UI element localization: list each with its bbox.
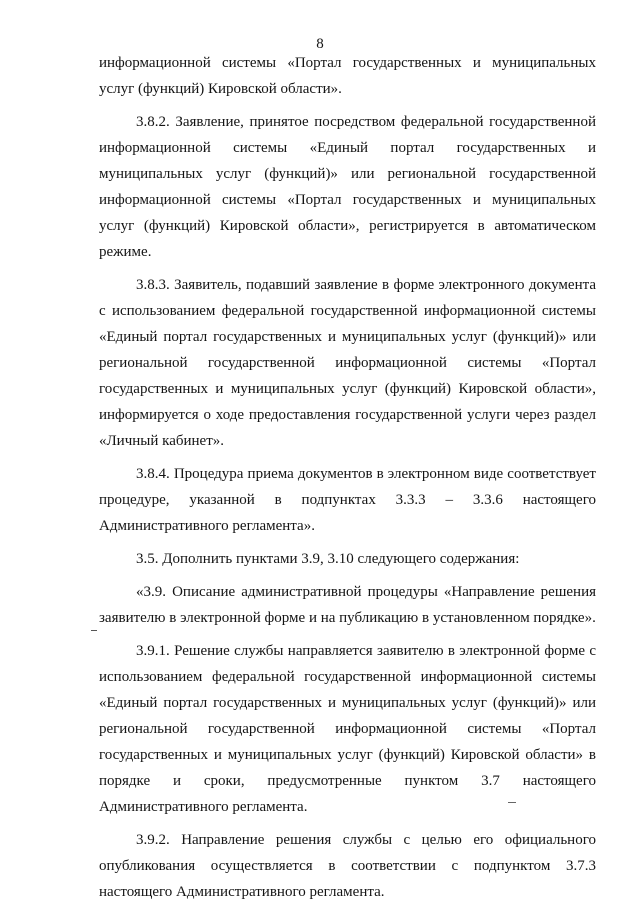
margin-tick-mark <box>91 630 97 631</box>
paragraph-3-9-2: 3.9.2. Направление решения службы с целью его официального опубликования осуществляется в соответствии с подпунктом 3.7.3 настоящего Административного регламента. <box>99 832 596 900</box>
paragraph-3-5: 3.5. Дополнить пунктами 3.9, 3.10 следующего содержания: <box>136 551 520 567</box>
paragraph-3-9-1: 3.9.1. Решение службы направляется заявителю в электронной форме с использованием федеральной государственной информационной системы «Единый портал государственных и муниципальных услуг (функций)» или региональной государственной информационной системы «Портал государственных и муниципальных услуг (функций) Кировской области» в порядке и сроки, предусмотренные пунктом 3.7 настоящего Административного регламента. <box>99 643 596 815</box>
paragraph-3-9: «3.9. Описание административной процедуры «Направление решения заявителю в электронной форме и на публикацию в установленном порядке». <box>99 584 596 626</box>
paragraph-3-8-3: 3.8.3. Заявитель, подавший заявление в форме электронного документа с использованием федеральной государственной информационной системы «Единый портал государственных и муниципальных услуг (функций)» или региональной государственной информационной системы «Портал государственных и муниципальных услуг (функций) Кировской области», информируется о ходе предоставления государственной услуги через раздел «Личный кабинет». <box>99 277 596 449</box>
scan-dash-mark <box>508 802 516 803</box>
document-body <box>99 50 596 912</box>
page-number: 8 <box>316 36 324 52</box>
paragraph-3-8-4: 3.8.4. Процедура приема документов в электронном виде соответствует процедуре, указанной в подпунктах 3.3.3 – 3.3.6 настоящего Административного регламента». <box>99 466 596 534</box>
paragraph-3-8-2: 3.8.2. Заявление, принятое посредством федеральной государственной информационной системы «Единый портал государственных и муниципальных услуг (функций)» или региональной государственной информационной системы «Портал государственных и муниципальных услуг (функций) Кировской области», регистрируется в автоматическом режиме. <box>99 114 596 260</box>
paragraph-continuation: информационной системы «Портал государственных и муниципальных услуг (функций) Кировской области». <box>99 55 596 97</box>
